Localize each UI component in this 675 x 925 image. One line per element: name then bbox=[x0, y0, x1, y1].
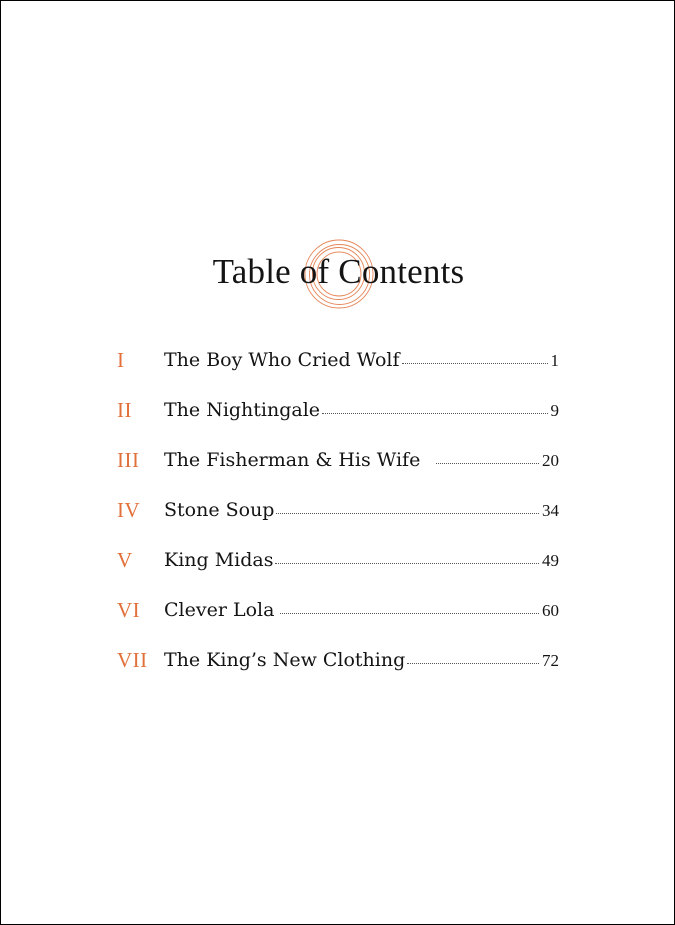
page-number: 72 bbox=[542, 651, 559, 670]
chapter-entry bbox=[164, 447, 559, 474]
chapter-entry bbox=[164, 597, 559, 624]
page-number: 1 bbox=[550, 351, 559, 370]
chapter-numeral: VI bbox=[117, 598, 141, 622]
chapter-numeral: IV bbox=[117, 498, 141, 522]
toc-entry[interactable] bbox=[117, 441, 559, 491]
chapter-title[interactable]: The Nightingale bbox=[164, 399, 321, 421]
dot-leader bbox=[322, 412, 547, 414]
chapter-entry bbox=[164, 347, 559, 374]
chapter-entry bbox=[164, 647, 559, 674]
table-of-contents bbox=[117, 341, 559, 691]
chapter-numeral: VII bbox=[117, 648, 148, 672]
dot-leader bbox=[436, 462, 539, 464]
toc-entry[interactable] bbox=[117, 341, 559, 391]
toc-entry[interactable] bbox=[117, 541, 559, 591]
page-number: 9 bbox=[550, 401, 559, 420]
chapter-numeral: III bbox=[117, 448, 140, 472]
toc-entry[interactable] bbox=[117, 391, 559, 441]
page-number: 20 bbox=[542, 451, 559, 470]
page-number: 60 bbox=[542, 601, 559, 620]
dot-leader bbox=[275, 562, 539, 564]
chapter-entry bbox=[164, 547, 559, 574]
chapter-title[interactable]: Clever Lola bbox=[164, 599, 275, 621]
page-number: 49 bbox=[542, 551, 559, 570]
chapter-entry bbox=[164, 397, 559, 424]
chapter-entry bbox=[164, 497, 559, 524]
chapter-title[interactable]: The Boy Who Cried Wolf bbox=[164, 349, 400, 371]
chapter-title[interactable]: The Fisherman & His Wife bbox=[164, 449, 421, 471]
page-number: 34 bbox=[542, 501, 559, 520]
page-title: Table of Contents bbox=[212, 252, 465, 291]
chapter-numeral: I bbox=[117, 348, 125, 372]
chapter-title[interactable]: King Midas bbox=[164, 549, 274, 571]
toc-entry[interactable] bbox=[117, 491, 559, 541]
chapter-numeral: V bbox=[117, 548, 133, 572]
chapter-numeral: II bbox=[117, 398, 132, 422]
dot-leader bbox=[407, 662, 539, 664]
dot-leader bbox=[402, 362, 548, 364]
dot-leader bbox=[276, 512, 539, 514]
toc-entry[interactable] bbox=[117, 641, 559, 691]
chapter-title[interactable]: The King’s New Clothing bbox=[164, 649, 406, 671]
toc-entry[interactable] bbox=[117, 591, 559, 641]
chapter-title[interactable]: Stone Soup bbox=[164, 499, 275, 521]
dot-leader bbox=[280, 612, 539, 614]
